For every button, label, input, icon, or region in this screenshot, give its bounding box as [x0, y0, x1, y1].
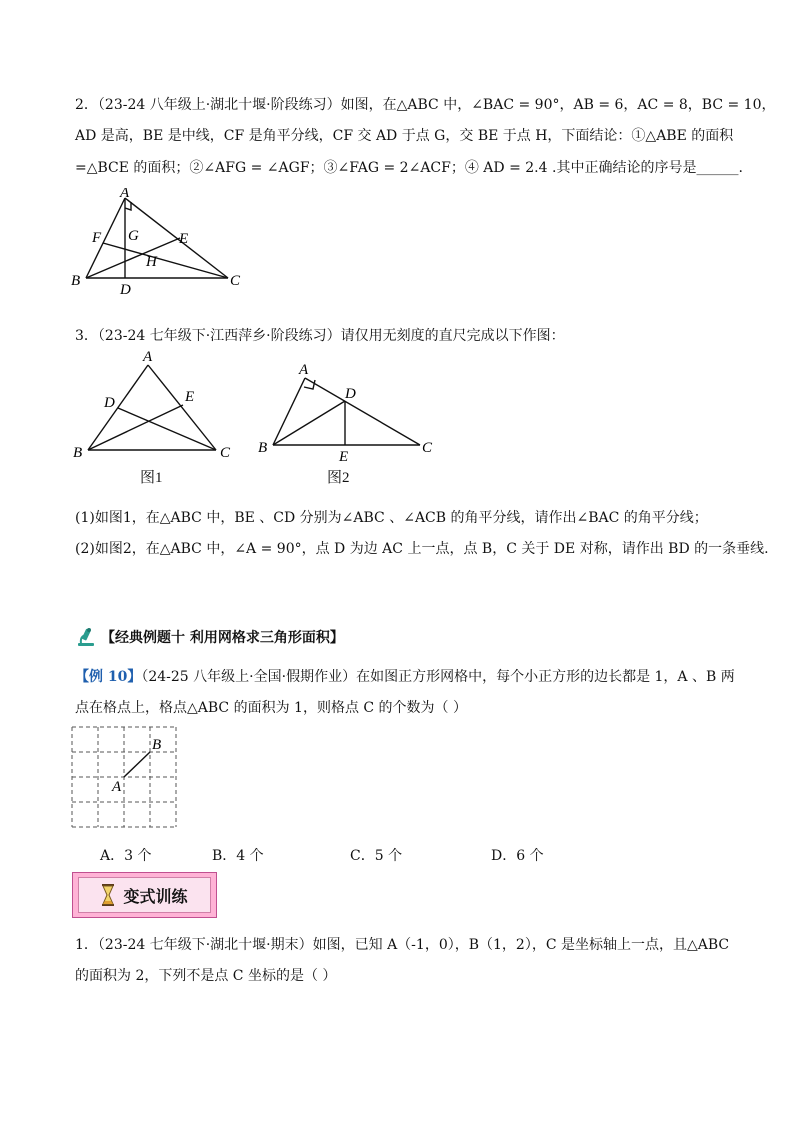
option-b[interactable]: B．4 个 [212, 848, 264, 864]
example10-grid [70, 725, 180, 829]
q3-figure-1 [68, 345, 238, 465]
option-c[interactable]: C．5 个 [350, 848, 403, 864]
q2-label-g: G [128, 228, 139, 244]
q2-label-a: A [120, 188, 130, 201]
hourglass-icon [101, 883, 115, 907]
fig2-caption: 图2 [327, 470, 350, 486]
q1-line-1: 1．（23-24 七年级下·湖北十堰·期末）如图，已知 A（-1，0），B（1，2），C 是坐标轴上一点，且△ABC [75, 937, 730, 953]
q2-label-f: F [92, 230, 102, 246]
grid-label-b: B [152, 737, 162, 753]
fig1-label-d: D [104, 395, 115, 411]
fig1-label-e: E [185, 389, 195, 405]
variant-training-label: 变式训练 [123, 886, 188, 906]
q3-line-1: 3．（23-24 七年级下·江西萍乡·阶段练习）请仅用无刻度的直尺完成以下作图： [75, 328, 565, 344]
q3-part-2: (2)如图2，在△ABC 中，∠A = 90°，点 D 为边 AC 上一点，点 B，C 关于 DE 对称，请作出 BD 的一条垂线. [75, 541, 769, 557]
q1-line-2: 的面积为 2，下列不是点 C 坐标的是（ ） [75, 968, 337, 984]
q2-label-c: C [230, 273, 241, 289]
q2-label-e: E [179, 231, 189, 247]
fig2-label-c: C [422, 440, 433, 456]
section-heading [75, 624, 344, 650]
q3-figure-2 [255, 360, 445, 470]
variant-training-badge [72, 872, 217, 918]
fig2-label-b: B [258, 440, 268, 456]
q2-label-h: H [146, 254, 157, 270]
q2-triangle-figure [68, 188, 258, 298]
example10-text-1: （24-25 八年级上·全国·假期作业）在如图正方形网格中，每个小正方形的边长都是 1，A 、B 两 [141, 669, 735, 685]
q2-line-1: 2．（23-24 八年级上·湖北十堰·阶段练习）如图，在△ABC 中，∠BAC = 90°，AB = 6，AC = 8，BC = 10， [75, 97, 776, 113]
fig2-label-e: E [339, 449, 349, 465]
example10-line-2: 点在格点上，格点△ABC 的面积为 1，则格点 C 的个数为（ ） [75, 700, 468, 716]
q3-part-1: (1)如图1，在△ABC 中，BE 、CD 分别为∠ABC 、∠ACB 的角平分线，请作出∠BAC 的角平分线； [75, 510, 708, 526]
fig1-label-a: A [143, 349, 153, 365]
q2-label-b: B [71, 273, 81, 289]
fig1-label-c: C [220, 445, 231, 461]
option-a[interactable]: A．3 个 [100, 848, 152, 864]
fig1-label-b: B [73, 445, 83, 461]
microscope-icon [75, 626, 97, 648]
fig2-label-a: A [299, 362, 309, 378]
q2-label-d: D [120, 282, 131, 298]
q2-line-2: AD 是高，BE 是中线，CF 是角平分线，CF 交 AD 于点 G，交 BE 于点 H，下面结论：①△ABE 的面积 [75, 128, 734, 144]
example10-line-1 [75, 667, 735, 687]
grid-label-a: A [112, 779, 122, 795]
fig1-caption: 图1 [140, 470, 163, 486]
option-d[interactable]: D．6 个 [491, 848, 544, 864]
q2-line-3: =△BCE 的面积；②∠AFG = ∠AGF；③∠FAG = 2∠ACF；④ AD = 2.4 .其中正确结论的序号是______. [75, 160, 743, 176]
section-title: 【经典例题十 利用网格求三角形面积】 [101, 630, 344, 646]
fig2-label-d: D [345, 386, 356, 402]
example10-label: 【例 10】 [75, 669, 142, 685]
